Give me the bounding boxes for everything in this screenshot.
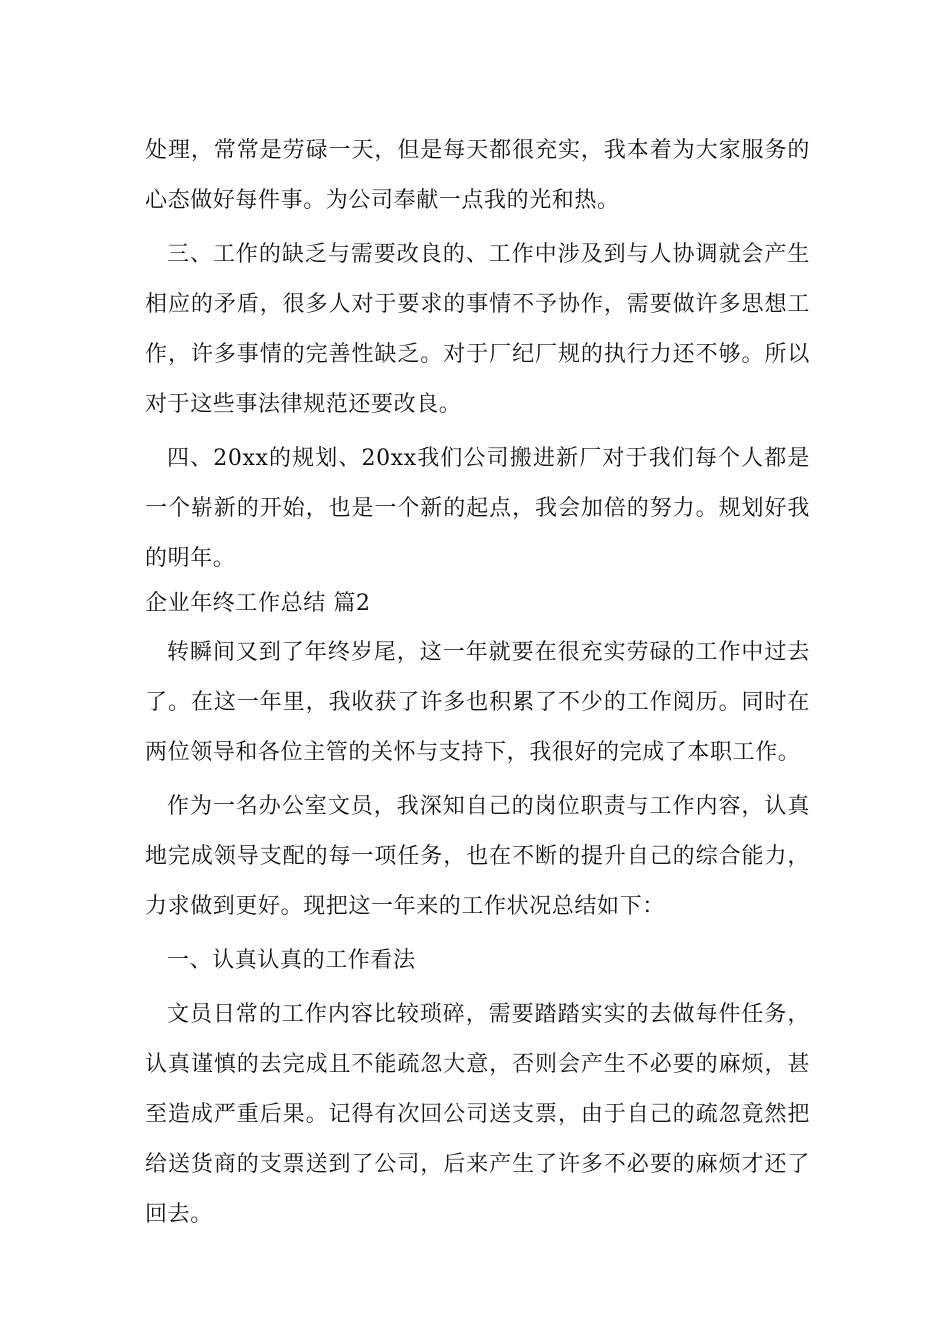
subheading-attitude: 一、认真认真的工作看法 bbox=[167, 948, 416, 973]
paragraph-section-three: 三、工作的缺乏与需要改良的、工作中涉及到与人协调就会产生相应的矛盾，很多人对于要求的事情不予协作，需要做许多思想工作，许多事情的完善性缺乏。对于厂纪厂规的执行力还不够。所以对于这些事法律规范还要改良。 bbox=[145, 242, 810, 417]
document-body bbox=[145, 126, 810, 1240]
paragraph-intro: 转瞬间又到了年终岁尾，这一年就要在很充实劳碌的工作中过去了。在这一年里，我收获了许多也积累了不少的工作阅历。同时在两位领导和各位主管的关怀与支持下，我很好的完成了本职工作。 bbox=[145, 640, 810, 765]
paragraph-section-four: 四、20xx的规划、20xx我们公司搬进新厂对于我们每个人都是一个崭新的开始，也是一个新的起点，我会加倍的努力。规划好我的明年。 bbox=[145, 446, 810, 571]
paragraph-daily-work: 文员日常的工作内容比较琐碎，需要踏踏实实的去做每件任务，认真谨慎的去完成且不能疏忽大意，否则会产生不必要的麻烦，甚至造成严重后果。记得有次回公司送支票，由于自己的疏忽竟然把给送货商的支票送到了公司，后来产生了许多不必要的麻烦才还了回去。 bbox=[145, 1002, 810, 1227]
paragraph-role: 作为一名办公室文员，我深知自己的岗位职责与工作内容，认真地完成领导支配的每一项任务，也在不断的提升自己的综合能力，力求做到更好。现把这一年来的工作状况总结如下： bbox=[145, 794, 810, 919]
paragraph-continued: 处理，常常是劳碌一天，但是每天都很充实，我本着为大家服务的心态做好每件事。为公司奉献一点我的光和热。 bbox=[145, 138, 810, 213]
section-title: 企业年终工作总结 篇2 bbox=[145, 591, 371, 616]
